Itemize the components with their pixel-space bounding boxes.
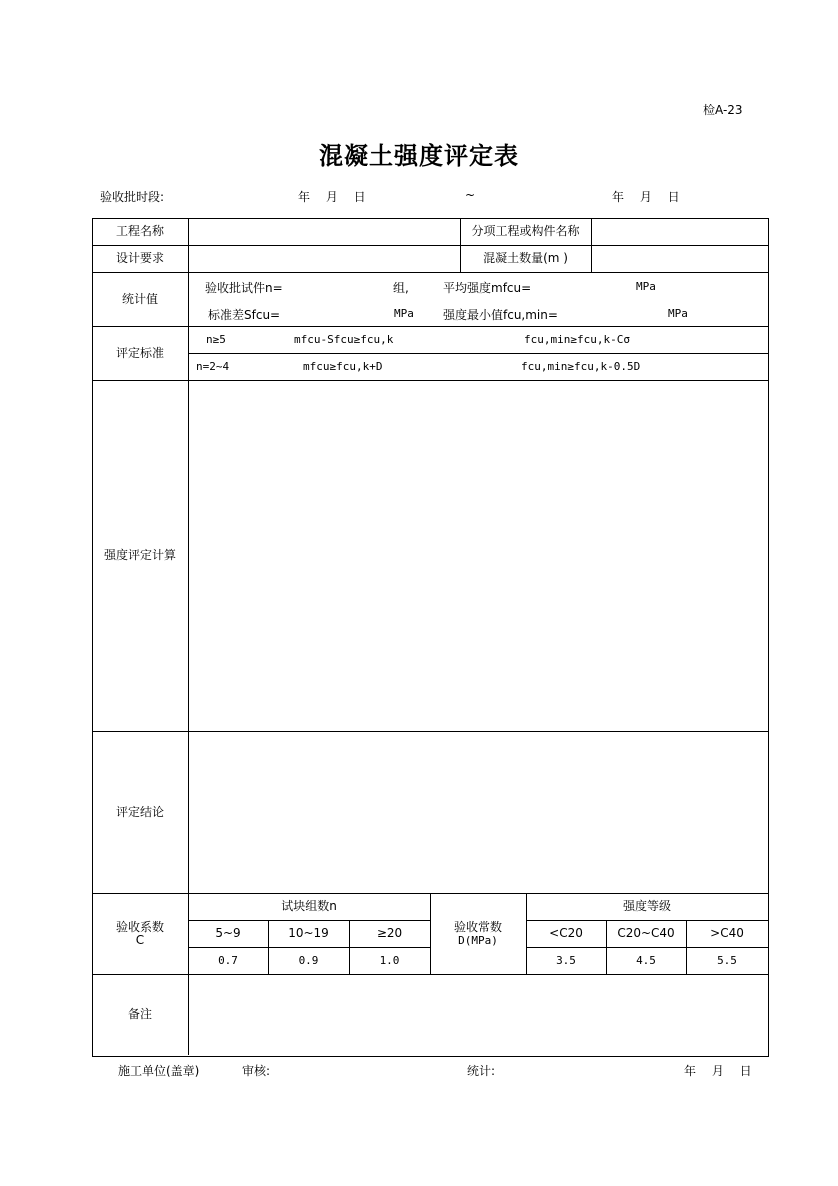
concrete-qty-label: 混凝土数量(m ) [483, 251, 568, 265]
specimen-count-label: 验收批试件n= [205, 281, 283, 295]
coef-label [92, 893, 188, 974]
min-strength-label: 强度最小值fcu,min= [443, 308, 558, 322]
design-req-label: 设计要求 [115, 251, 164, 265]
criteria-label: 评定标准 [115, 345, 164, 360]
design-req-field[interactable] [188, 245, 460, 272]
form-code: 检A-23 [703, 103, 743, 117]
groups-range-2: 10~19 [288, 926, 329, 940]
project-name-label: 工程名称 [115, 224, 164, 238]
grade-header: 强度等级 [622, 899, 671, 913]
coef-value-3: 1.0 [379, 954, 400, 967]
coef-label-line1: 验收系数 [115, 919, 164, 934]
footer-unit: 施工单位(盖章) [118, 1064, 200, 1078]
const-value-2: 4.5 [636, 954, 656, 967]
const-label-line2: D(MPa) [458, 933, 498, 947]
remarks-field[interactable] [188, 974, 768, 1055]
calc-field[interactable] [188, 380, 768, 731]
criteria-n-small: n=2~4 [196, 360, 230, 373]
mean-strength-label: 平均强度mfcu= [443, 281, 532, 295]
footer-stats: 统计: [467, 1064, 496, 1078]
period-tilde: ~ [465, 188, 476, 202]
criteria-formula-2: fcu,min≥fcu,k-Cσ [524, 333, 630, 346]
groups-range-1: 5~9 [215, 926, 241, 940]
footer-date: 年 月 日 [684, 1064, 752, 1078]
remarks-label: 备注 [127, 1007, 152, 1021]
criteria-formula-3: mfcu≥fcu,k+D [303, 360, 383, 373]
const-value-3: 5.5 [717, 954, 737, 967]
sub-project-label: 分项工程或构件名称 [471, 224, 580, 238]
sub-project-field[interactable] [591, 218, 768, 245]
stats-label: 统计值 [121, 291, 158, 306]
page-title: 混凝土强度评定表 [319, 142, 519, 170]
const-label-line1: 验收常数 [453, 919, 502, 934]
grade-range-1: <C20 [549, 926, 583, 940]
coef-value-1: 0.7 [218, 954, 238, 967]
criteria-formula-4: fcu,min≥fcu,k-0.5D [521, 360, 641, 373]
conclusion-field[interactable] [188, 731, 768, 893]
coef-label-line2: C [135, 932, 145, 947]
period-start-date: 年 月 日 [298, 190, 366, 204]
const-label [430, 893, 526, 974]
concrete-qty-field[interactable] [591, 245, 768, 272]
coef-value-2: 0.9 [298, 954, 319, 967]
conclusion-label: 评定结论 [115, 804, 164, 819]
calc-label: 强度评定计算 [103, 548, 176, 562]
grade-range-2: C20~C40 [617, 926, 675, 940]
criteria-formula-1: mfcu-Sfcu≥fcu,k [294, 333, 394, 346]
std-dev-label: 标准差Sfcu= [208, 308, 281, 322]
period-label: 验收批时段: [100, 190, 165, 204]
groups-range-3: ≥20 [376, 926, 403, 940]
groups-unit: 组, [393, 281, 409, 295]
grade-range-3: >C40 [710, 926, 744, 940]
const-value-1: 3.5 [556, 954, 576, 967]
project-name-field[interactable] [188, 218, 460, 245]
footer-review: 审核: [242, 1064, 271, 1078]
min-strength-unit: MPa [668, 307, 688, 320]
mean-strength-unit: MPa [636, 280, 656, 293]
criteria-n-large: n≥5 [206, 333, 226, 346]
groups-header: 试块组数n [281, 899, 337, 913]
std-dev-unit: MPa [394, 307, 414, 320]
period-end-date: 年 月 日 [612, 190, 680, 204]
